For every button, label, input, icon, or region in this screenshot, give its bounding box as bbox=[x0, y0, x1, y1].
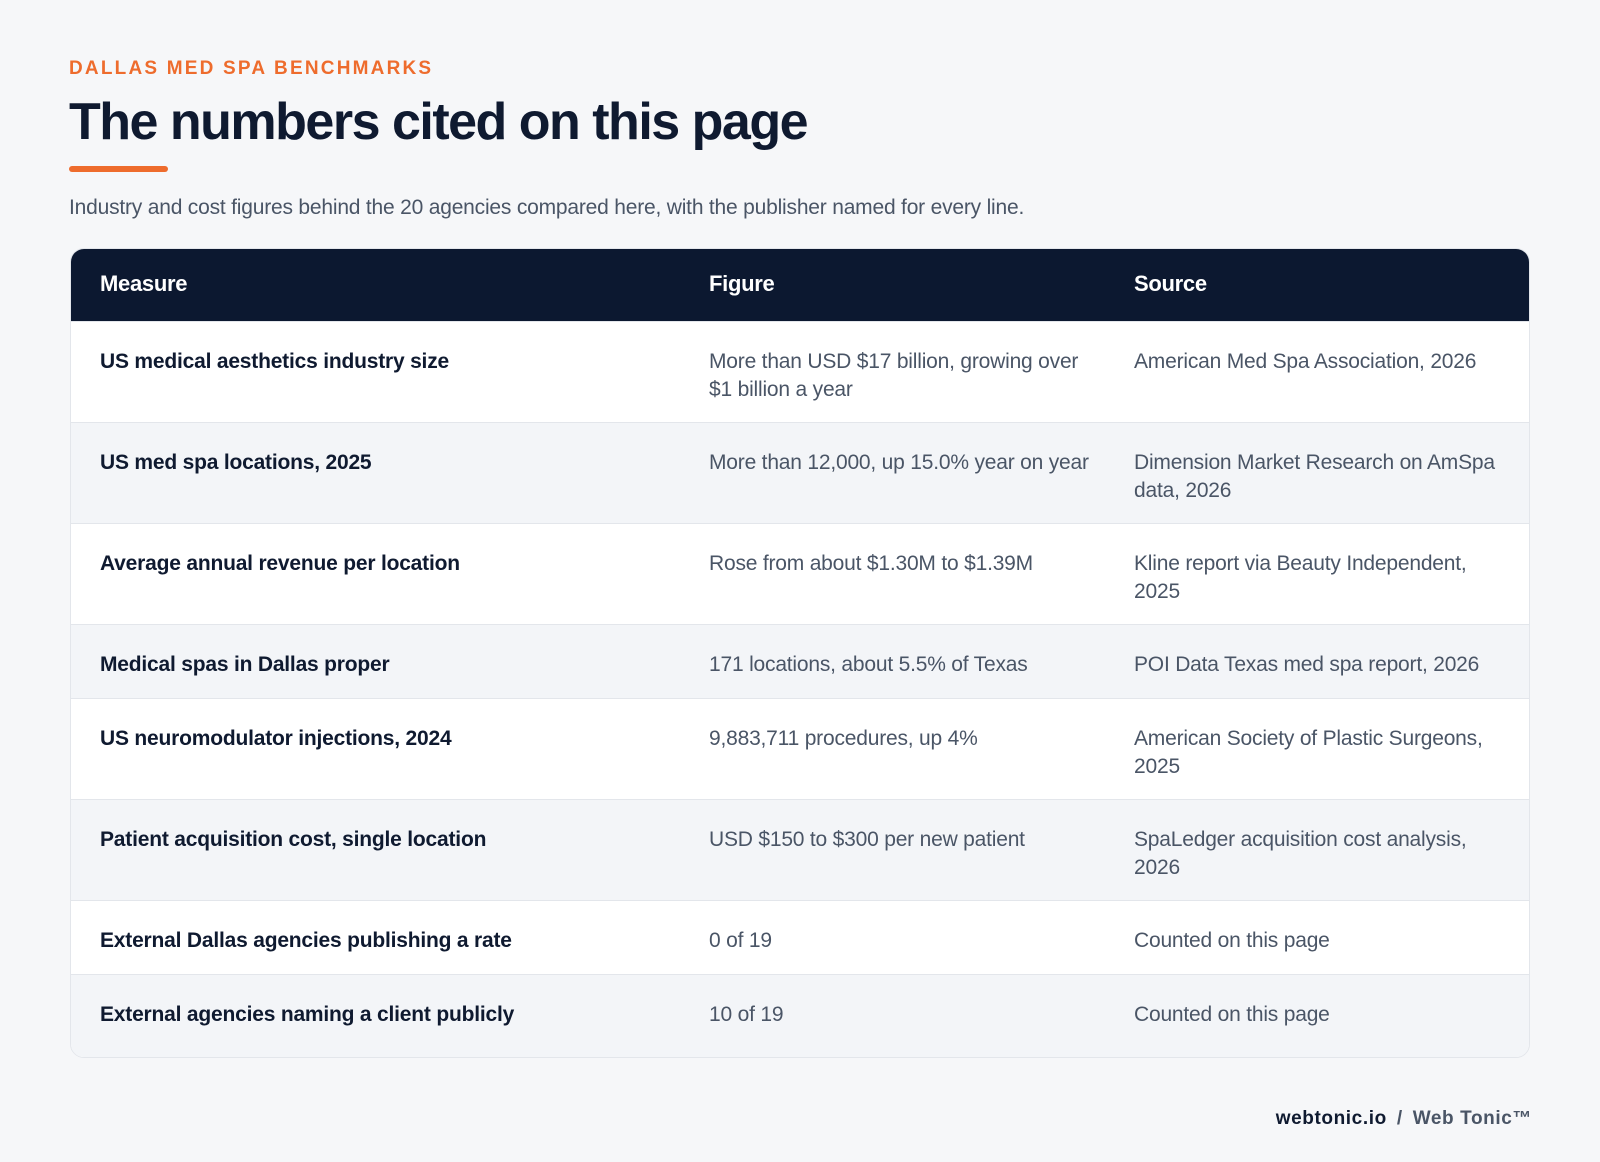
footer-brand: Web Tonic™ bbox=[1412, 1108, 1532, 1129]
source-cell: American Society of Plastic Surgeons, 2025 bbox=[1134, 727, 1483, 778]
column-header-measure: Measure bbox=[100, 271, 188, 296]
page-title: The numbers cited on this page bbox=[69, 93, 807, 151]
source-cell: Counted on this page bbox=[1134, 1003, 1330, 1026]
column-header-figure: Figure bbox=[709, 271, 775, 296]
source-cell: American Med Spa Association, 2026 bbox=[1134, 350, 1477, 373]
source-cell: POI Data Texas med spa report, 2026 bbox=[1134, 653, 1480, 676]
measure-cell: US neuromodulator injections, 2024 bbox=[100, 727, 452, 750]
figure-cell: Rose from about $1.30M to $1.39M bbox=[709, 552, 1033, 575]
table-header bbox=[71, 249, 1529, 321]
source-cell: Counted on this page bbox=[1134, 929, 1330, 952]
measure-cell: External Dallas agencies publishing a rate bbox=[100, 929, 512, 952]
footer-domain: webtonic.io bbox=[1275, 1108, 1387, 1129]
figure-cell: 171 locations, about 5.5% of Texas bbox=[709, 653, 1028, 676]
source-cell: Kline report via Beauty Independent, 2025 bbox=[1134, 552, 1467, 603]
source-cell: SpaLedger acquisition cost analysis, 2026 bbox=[1134, 828, 1467, 879]
table-row bbox=[71, 900, 1529, 974]
title-accent-rule bbox=[69, 166, 168, 172]
source-cell: Dimension Market Research on AmSpa data, 2026 bbox=[1134, 451, 1495, 502]
figure-cell: 10 of 19 bbox=[709, 1003, 784, 1026]
column-header-source: Source bbox=[1134, 271, 1207, 296]
table-row bbox=[71, 698, 1529, 799]
table-row bbox=[71, 799, 1529, 900]
table-row bbox=[71, 974, 1529, 1058]
figure-cell: More than 12,000, up 15.0% year on year bbox=[709, 451, 1089, 474]
measure-cell: Patient acquisition cost, single location bbox=[100, 828, 487, 851]
figure-cell: 9,883,711 procedures, up 4% bbox=[709, 727, 978, 750]
table-row bbox=[71, 321, 1529, 422]
page-subtitle: Industry and cost figures behind the 20 agencies compared here, with the publisher named for every line. bbox=[69, 196, 1025, 219]
measure-cell: US med spa locations, 2025 bbox=[100, 451, 372, 474]
table-row bbox=[71, 523, 1529, 624]
table-row bbox=[71, 624, 1529, 698]
measure-cell: External agencies naming a client publicly bbox=[100, 1003, 515, 1026]
footer-credit bbox=[1276, 1108, 1532, 1130]
eyebrow-label: DALLAS MED SPA BENCHMARKS bbox=[69, 58, 434, 79]
measure-cell: Medical spas in Dallas proper bbox=[100, 653, 390, 676]
footer-separator: / bbox=[1396, 1108, 1403, 1129]
benchmarks-table bbox=[70, 248, 1530, 1058]
table-row bbox=[71, 422, 1529, 523]
measure-cell: US medical aesthetics industry size bbox=[100, 350, 449, 373]
figure-cell: 0 of 19 bbox=[709, 929, 772, 952]
measure-cell: Average annual revenue per location bbox=[100, 552, 460, 575]
figure-cell: More than USD $17 billion, growing over $1 billion a year bbox=[709, 350, 1079, 401]
figure-cell: USD $150 to $300 per new patient bbox=[709, 828, 1025, 851]
